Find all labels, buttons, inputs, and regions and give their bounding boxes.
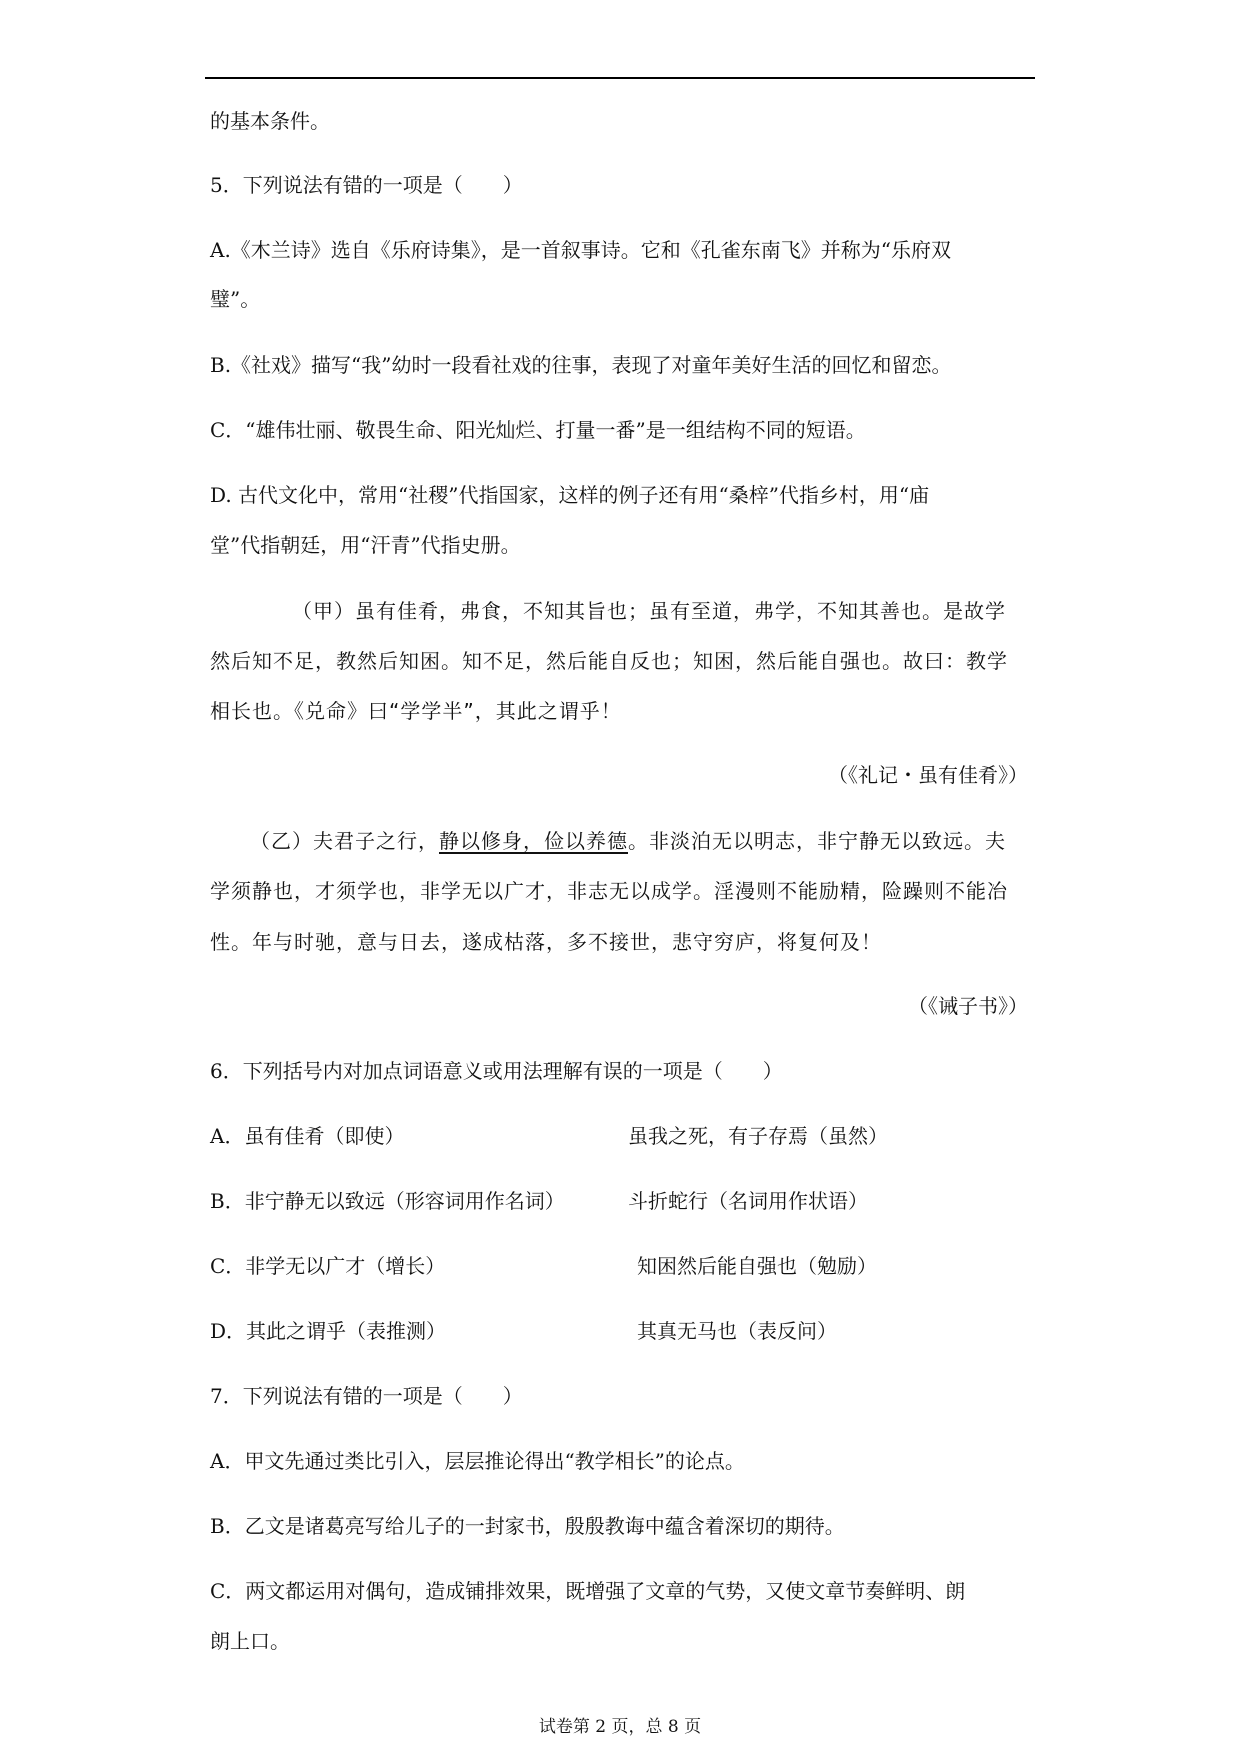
header-rule [205, 77, 1035, 79]
passage-yi-line1 [250, 828, 1006, 854]
q5-option-b: B.《社戏》描写“我”幼时一段看社戏的往事，表现了对童年美好生活的回忆和留恋。 [210, 353, 952, 377]
passage-yi-source: （《诫子书》） [908, 994, 1028, 1018]
continuation-text: 的基本条件。 [210, 109, 330, 133]
q5-option-d-line2: 堂”代指朝廷，用“汗青”代指史册。 [210, 533, 521, 557]
passage-yi-underlined-phrase: 静以修身，俭以养德 [439, 829, 628, 853]
passage-yi-line1-post: 。非淡泊无以明志，非宁静无以致远。夫 [628, 829, 1006, 853]
q7-option-c-line1: C．两文都运用对偶句，造成铺排效果，既增强了文章的气势，又使文章节奏鲜明、朗 [210, 1579, 966, 1603]
q5-option-c: C．“雄伟壮丽、敬畏生命、阳光灿烂、打量一番”是一组结构不同的短语。 [210, 418, 866, 442]
q6-stem: 6．下列括号内对加点词语意义或用法理解有误的一项是（ ） [210, 1059, 783, 1083]
q5-option-d-line1: D. 古代文化中，常用“社稷”代指国家，这样的例子还有用“桑梓”代指乡村，用“庙 [210, 483, 930, 507]
q6-option-b-left: B．非宁静无以致远（形容词用作名词） [210, 1189, 565, 1213]
passage-yi-line1-pre: （乙）夫君子之行， [250, 829, 439, 853]
page-footer: 试卷第 2 页，总 8 页 [538, 1717, 702, 1737]
q6-option-d-left: D．其此之谓乎（表推测） [210, 1319, 447, 1343]
passage-jia-line3: 相长也。《兑命》曰“学学半”，其此之谓乎！ [210, 699, 622, 723]
passage-yi-line2: 学须静也，才须学也，非学无以广才，非志无以成学。淫漫则不能励精，险躁则不能冶 [210, 879, 1008, 903]
q5-option-a-line1: A.《木兰诗》选自《乐府诗集》，是一首叙事诗。它和《孔雀东南飞》并称为“乐府双 [210, 238, 952, 262]
q7-option-a: A．甲文先通过类比引入，层层推论得出“教学相长”的论点。 [210, 1449, 745, 1473]
passage-jia-line2: 然后知不足，教然后知困。知不足，然后能自反也；知困，然后能自强也。故曰：教学 [210, 649, 1008, 673]
q5-stem: 5．下列说法有错的一项是（ ） [210, 173, 523, 197]
q5-option-a-line2: 璧”。 [210, 287, 261, 311]
q7-option-b: B．乙文是诸葛亮写给儿子的一封家书，殷殷教诲中蕴含着深切的期待。 [210, 1514, 845, 1538]
q7-stem: 7．下列说法有错的一项是（ ） [210, 1384, 523, 1408]
q6-option-c-right: 知困然后能自强也（勉励） [637, 1254, 877, 1278]
q7-option-c-line2: 朗上口。 [210, 1629, 290, 1653]
q6-option-d-right: 其真无马也（表反问） [637, 1319, 837, 1343]
q6-option-b-right: 斗折蛇行（名词用作状语） [628, 1189, 868, 1213]
q6-option-a-right: 虽我之死，有子存焉（虽然） [628, 1124, 888, 1148]
passage-jia-line1: （甲）虽有佳肴，弗食，不知其旨也；虽有至道，弗学，不知其善也。是故学 [292, 599, 1006, 623]
passage-jia-source: （《礼记・虽有佳肴》） [828, 763, 1028, 787]
passage-yi-line3: 性。年与时驰，意与日去，遂成枯落，多不接世，悲守穷庐，将复何及！ [210, 930, 882, 954]
q6-option-a-left: A．虽有佳肴（即使） [210, 1124, 405, 1148]
q6-option-c-left: C．非学无以广才（增长） [210, 1254, 446, 1278]
